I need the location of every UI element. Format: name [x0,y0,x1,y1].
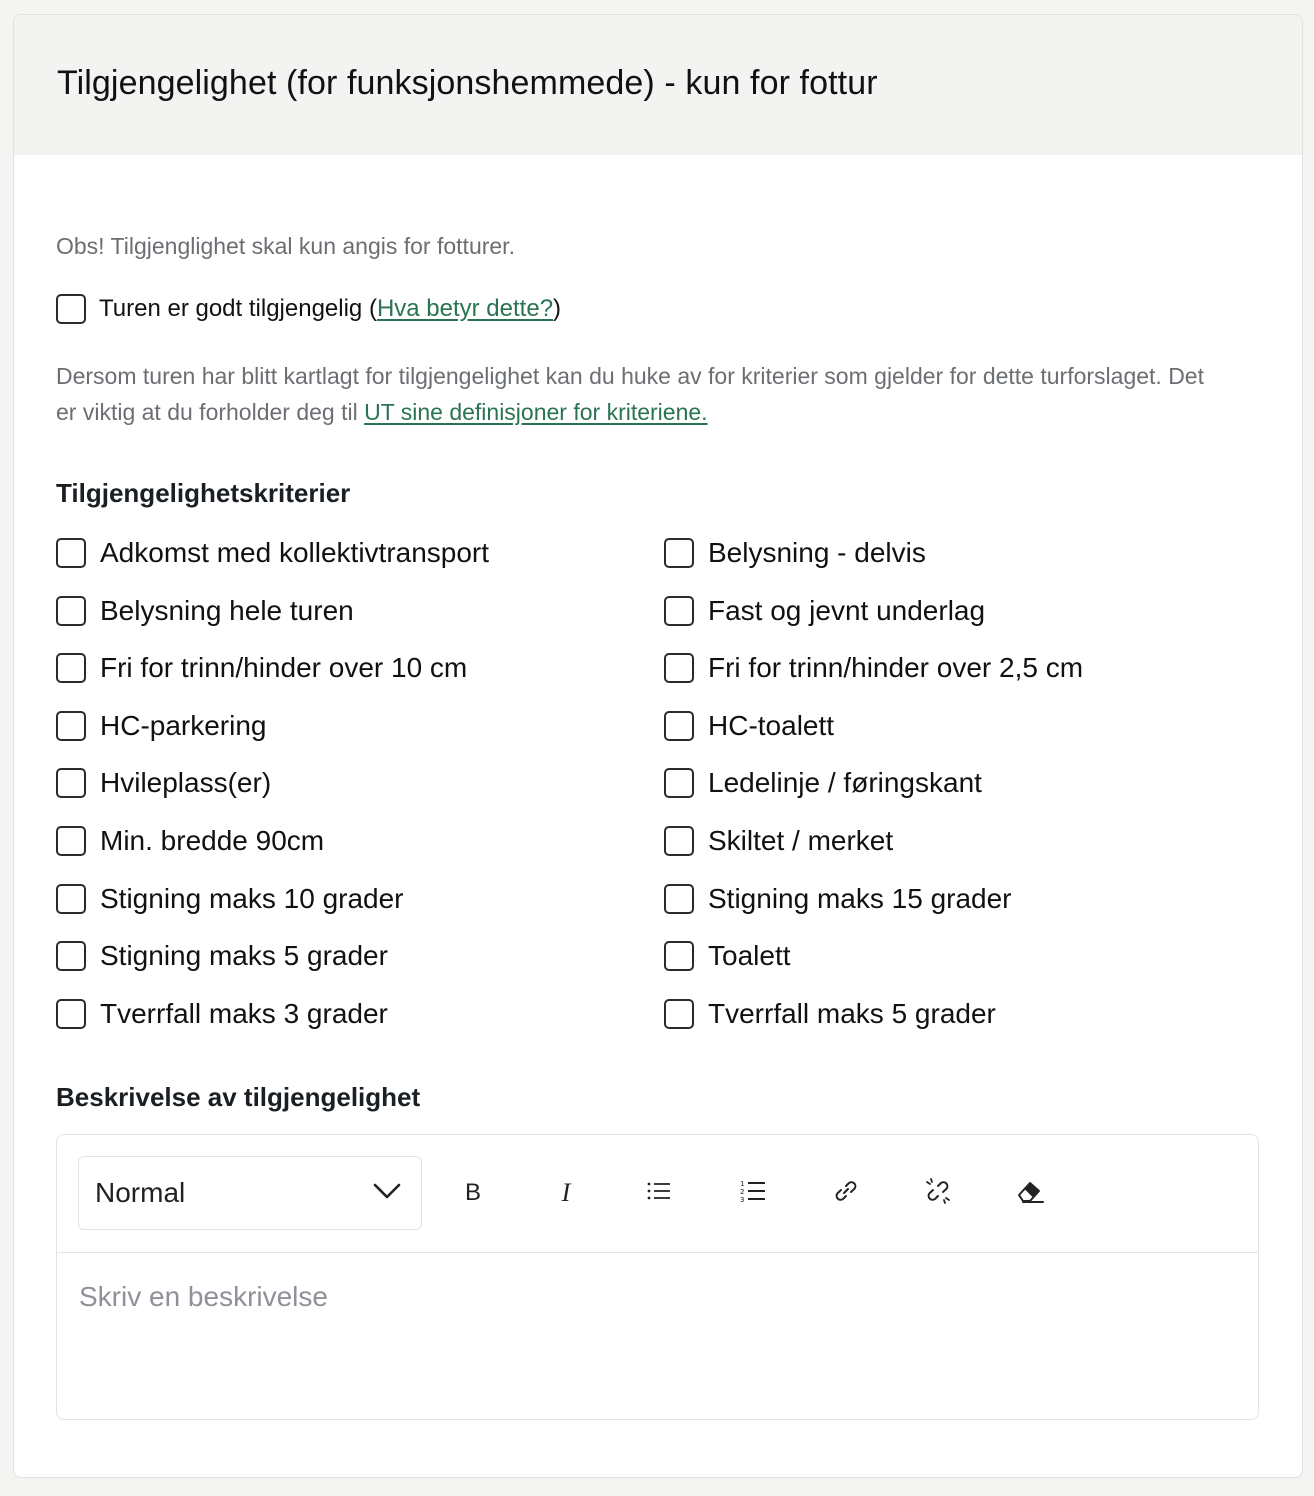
bold-button[interactable] [453,1173,493,1213]
bullet-list-icon [646,1180,672,1207]
criteria-checkbox[interactable] [664,538,694,568]
editor-section-title: Beskrivelse av tilgjengelighet [56,1082,421,1112]
criteria-item[interactable] [56,594,354,628]
accessible-checkbox-row[interactable] [56,294,561,324]
criteria-checkbox[interactable] [56,653,86,683]
criteria-label: HC-toalett [708,709,835,741]
editor-placeholder: Skriv en beskrivelse [79,1281,328,1312]
criteria-checkbox[interactable] [56,826,86,856]
accessible-checkbox-label [99,295,561,323]
svg-text:2: 2 [740,1187,745,1196]
criteria-item[interactable] [56,536,489,570]
description-text [56,358,1206,430]
criteria-checkbox[interactable] [56,538,86,568]
criteria-item[interactable] [56,766,271,800]
criteria-item[interactable] [664,536,926,570]
numbered-list-button[interactable] [733,1173,773,1213]
notice-text: Obs! Tilgjenglighet skal kun angis for fotturer. [56,233,515,259]
what-does-this-mean-link[interactable]: Hva betyr dette? [376,295,554,322]
criteria-checkbox[interactable] [664,826,694,856]
criteria-checkbox[interactable] [664,941,694,971]
criteria-checkbox[interactable] [56,711,86,741]
criteria-checkbox[interactable] [664,596,694,626]
chevron-down-icon [373,1183,401,1204]
criteria-checkbox[interactable] [664,768,694,798]
criteria-item[interactable] [56,939,388,973]
criteria-label: Fri for trinn/hinder over 10 cm [100,652,468,684]
criteria-checkbox[interactable] [56,768,86,798]
unlink-button[interactable] [918,1173,958,1213]
criteria-item[interactable] [664,882,1012,916]
criteria-label: Toalett [708,940,791,972]
text-style-select[interactable] [78,1156,422,1230]
bold-icon: B [464,1179,481,1206]
criteria-item[interactable] [664,594,985,628]
accessible-label-prefix: Turen er godt tilgjengelig ( [99,295,377,322]
criteria-item[interactable] [56,997,388,1031]
bullet-list-button[interactable] [639,1173,679,1213]
eraser-icon [1015,1177,1045,1210]
criteria-label: Skiltet / merket [708,825,894,856]
svg-text:1: 1 [740,1179,745,1188]
criteria-label: Stigning maks 5 grader [100,940,388,972]
criteria-item[interactable] [664,709,834,743]
criteria-label: Tverrfall maks 3 grader [100,997,388,1029]
italic-button[interactable] [546,1173,586,1213]
criteria-label: Hvileplass(er) [100,767,272,799]
criteria-item[interactable] [56,824,324,858]
italic-icon: I [561,1178,571,1207]
criteria-label: Stigning maks 10 grader [100,882,404,914]
description-body: Dersom turen har blitt kartlagt for tilgjengelighet kan du huke av for kriterier som gjelder for dette turforslaget. Det er viktig at du forholder deg til [56,363,1204,425]
editor-toolbar [57,1135,1258,1253]
criteria-item[interactable] [664,651,1083,685]
criteria-label: Fri for trinn/hinder over 2,5 cm [708,652,1084,684]
link-icon [832,1177,860,1210]
clear-format-button[interactable] [1010,1173,1050,1213]
svg-text:3: 3 [740,1195,745,1203]
criteria-item[interactable] [664,997,996,1031]
unlink-icon [923,1176,953,1211]
criteria-item[interactable] [664,939,791,973]
criteria-label: Stigning maks 15 grader [708,882,1012,914]
page-title: Tilgjengelighet (for funksjonshemmede) - kun for fottur [57,63,878,102]
criteria-label: Belysning hele turen [100,594,354,626]
card-header [14,15,1302,155]
criteria-label: Ledelinje / føringskant [708,767,982,799]
criteria-checkbox[interactable] [664,884,694,914]
numbered-list-icon [740,1179,766,1208]
accessible-checkbox[interactable] [56,294,86,324]
criteria-label: Min. bredde 90cm [100,825,325,856]
criteria-label: Fast og jevnt underlag [708,594,986,626]
accessible-label-suffix: ) [553,295,562,322]
criteria-item[interactable] [56,882,404,916]
criteria-item[interactable] [56,651,467,685]
criteria-checkbox[interactable] [664,653,694,683]
criteria-item[interactable] [664,824,893,858]
criteria-label: Adkomst med kollektivtransport [100,537,490,568]
criteria-checkbox[interactable] [664,999,694,1029]
text-style-value: Normal [95,1177,186,1208]
ut-definitions-link[interactable]: UT sine definisjoner for kriteriene. [364,399,708,425]
criteria-checkbox[interactable] [56,884,86,914]
criteria-label: Belysning - delvis [708,537,926,568]
criteria-checkbox[interactable] [56,999,86,1029]
criteria-label: Tverrfall maks 5 grader [708,997,996,1029]
criteria-item[interactable] [664,766,982,800]
link-button[interactable] [826,1173,866,1213]
criteria-title: Tilgjengelighetskriterier [56,478,351,508]
rich-text-editor [56,1134,1259,1420]
criteria-item[interactable] [56,709,267,743]
criteria-checkbox[interactable] [664,711,694,741]
description-editor-input[interactable] [57,1253,1258,1419]
criteria-label: HC-parkering [100,709,267,741]
criteria-checkbox[interactable] [56,596,86,626]
criteria-checkbox[interactable] [56,941,86,971]
